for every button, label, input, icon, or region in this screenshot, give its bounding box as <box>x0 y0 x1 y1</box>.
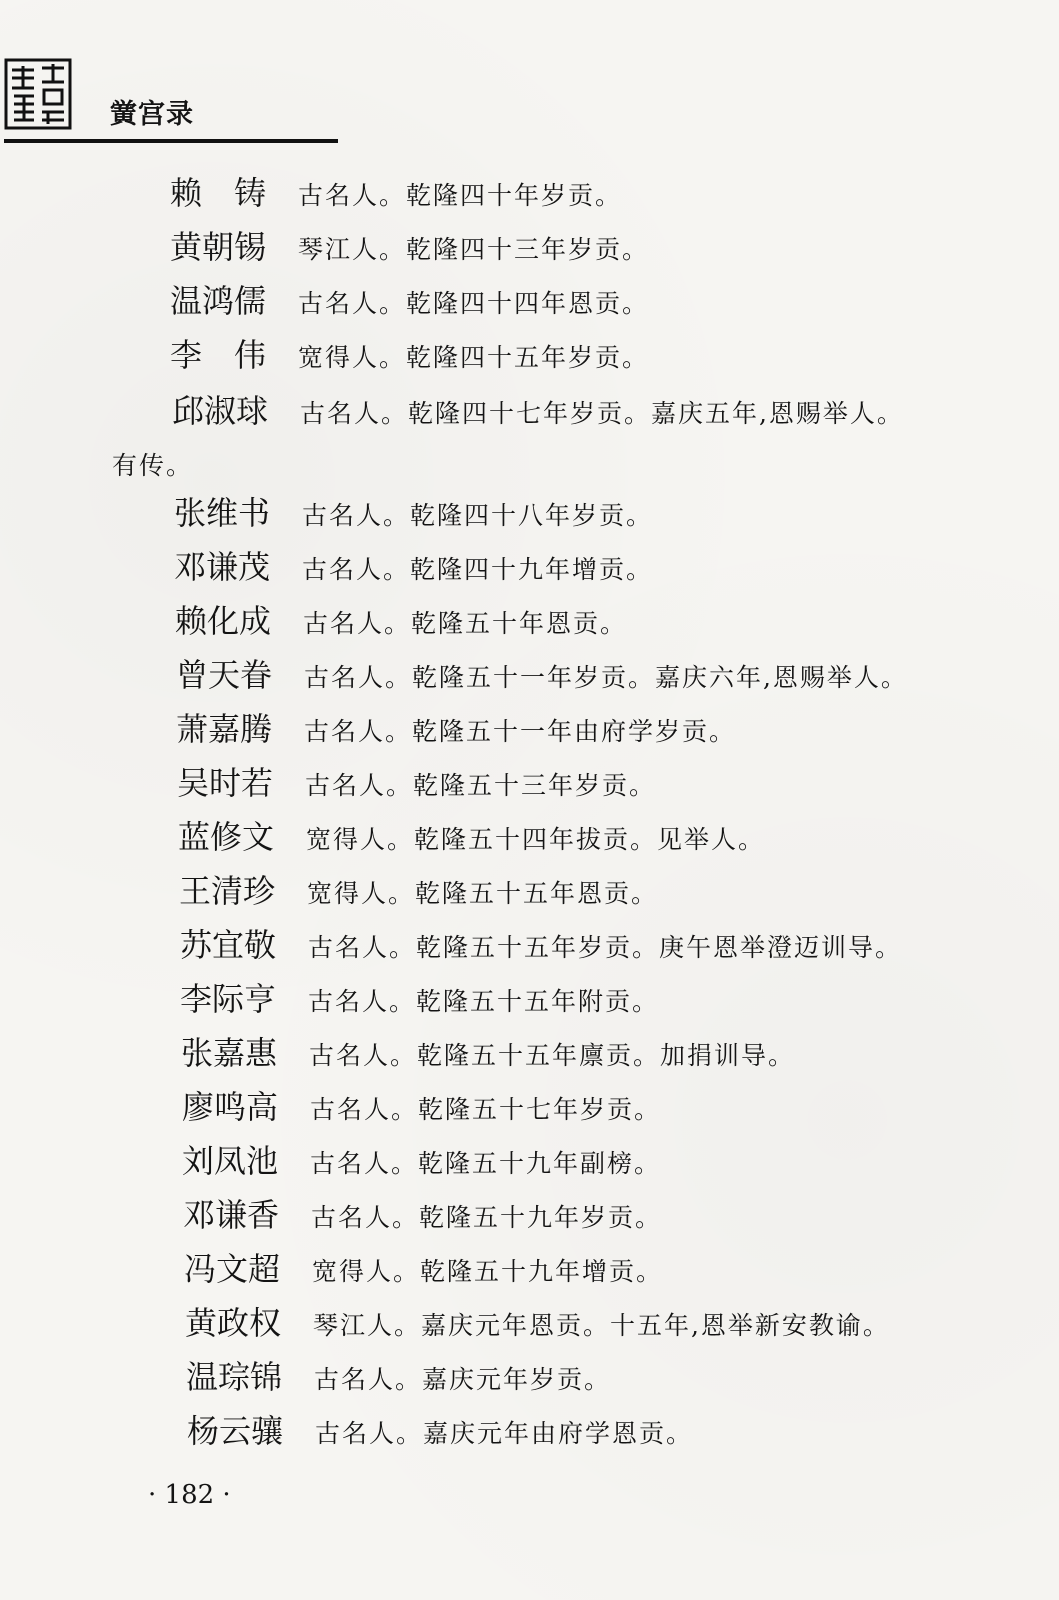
entry-text: 琴江人。嘉庆元年恩贡。十五年,恩举新安教谕。 <box>312 1311 890 1340</box>
header-rule <box>4 139 338 143</box>
entry-name: 李际亨 <box>180 980 277 1018</box>
entry-name: 杨云骧 <box>187 1412 284 1450</box>
entry-text: 古名人。乾隆四十八年岁贡。 <box>301 501 653 530</box>
entry-item <box>178 812 765 858</box>
entry-name: 吴时若 <box>177 764 274 802</box>
entry-item <box>179 866 658 912</box>
entry-text: 古名人。乾隆四十年岁贡。 <box>297 181 622 210</box>
entry-item <box>174 488 653 534</box>
entry-text: 古名人。乾隆五十五年附贡。 <box>307 987 659 1016</box>
entry-item <box>176 650 908 696</box>
entry-text: 宽得人。乾隆五十四年拔贡。见举人。 <box>305 825 765 854</box>
entry-item <box>172 386 904 432</box>
entry-name: 赖化成 <box>175 602 272 640</box>
entry-text: 古名人。乾隆四十七年岁贡。嘉庆五年,恩赐举人。 <box>299 399 904 428</box>
entry-item <box>184 1244 663 1290</box>
entry-item <box>170 168 622 214</box>
entry-text: 古名人。乾隆五十一年由府学岁贡。 <box>303 717 736 746</box>
entry-item <box>177 758 656 804</box>
entry-text: 宽得人。乾隆五十五年恩贡。 <box>306 879 658 908</box>
entry-name: 廖鸣高 <box>182 1088 279 1126</box>
entry-item <box>170 330 649 376</box>
entry-item <box>180 974 659 1020</box>
entry-text: 古名人。乾隆四十四年恩贡。 <box>297 289 649 318</box>
entry-name: 曾天眷 <box>176 656 273 694</box>
entry-item <box>186 1352 611 1398</box>
entry-name: 温鸿儒 <box>170 282 267 320</box>
entry-item <box>185 1298 890 1344</box>
entry-text: 古名人。乾隆五十三年岁贡。 <box>304 771 656 800</box>
entry-text: 古名人。乾隆五十九年副榜。 <box>309 1149 661 1178</box>
entry-item <box>170 276 649 322</box>
entry-item <box>182 1082 661 1128</box>
entry-text: 宽得人。乾隆五十九年增贡。 <box>311 1257 663 1286</box>
entry-name: 黄朝锡 <box>170 228 267 266</box>
entry-text: 古名人。乾隆五十年恩贡。 <box>302 609 627 638</box>
entry-text: 古名人。乾隆五十七年岁贡。 <box>309 1095 661 1124</box>
entry-name: 温琮锦 <box>186 1358 283 1396</box>
entry-continuation: 有传。 <box>112 451 194 480</box>
entry-item <box>176 704 736 750</box>
entry-name: 刘凤池 <box>182 1142 279 1180</box>
entry-name: 黄政权 <box>185 1304 282 1342</box>
entry-text: 古名人。乾隆四十九年增贡。 <box>301 555 653 584</box>
entry-name: 邓谦香 <box>183 1196 280 1234</box>
entry-name: 冯文超 <box>184 1250 281 1288</box>
entry-text: 古名人。乾隆五十五年岁贡。庚午恩举澄迈训导。 <box>307 933 902 962</box>
entry-name: 萧嘉腾 <box>176 710 273 748</box>
entry-item <box>181 1028 795 1074</box>
entry-name: 张维书 <box>174 494 271 532</box>
entry-item <box>175 596 627 642</box>
entry-text: 古名人。嘉庆元年由府学恩贡。 <box>314 1419 693 1448</box>
entry-item <box>183 1190 662 1236</box>
entry-item <box>182 1136 661 1182</box>
entry-text: 古名人。乾隆五十九年岁贡。 <box>310 1203 662 1232</box>
entry-name: 赖 铸 <box>170 174 267 212</box>
entry-item <box>174 542 653 588</box>
running-title: 黉宫录 <box>110 99 194 130</box>
page-number: · 182 · <box>148 1480 231 1510</box>
entry-text: 宽得人。乾隆四十五年岁贡。 <box>297 343 649 372</box>
entry-text: 琴江人。乾隆四十三年岁贡。 <box>297 235 649 264</box>
entry-name: 邓谦茂 <box>174 548 271 586</box>
entry-text: 古名人。乾隆五十一年岁贡。嘉庆六年,恩赐举人。 <box>303 663 908 692</box>
entry-name: 李 伟 <box>170 336 267 374</box>
entry-name: 苏宜敬 <box>180 926 277 964</box>
entry-name: 邱淑球 <box>172 392 269 430</box>
entry-name: 张嘉惠 <box>181 1034 278 1072</box>
entry-text: 古名人。嘉庆元年岁贡。 <box>313 1365 611 1394</box>
entry-item <box>170 222 649 268</box>
entry-text: 古名人。乾隆五十五年廪贡。加捐训导。 <box>308 1041 795 1070</box>
entry-item <box>180 920 902 966</box>
entry-name: 王清珍 <box>179 872 276 910</box>
seal-logo-icon <box>4 58 72 130</box>
entry-name: 蓝修文 <box>178 818 275 856</box>
entry-item <box>187 1406 693 1452</box>
